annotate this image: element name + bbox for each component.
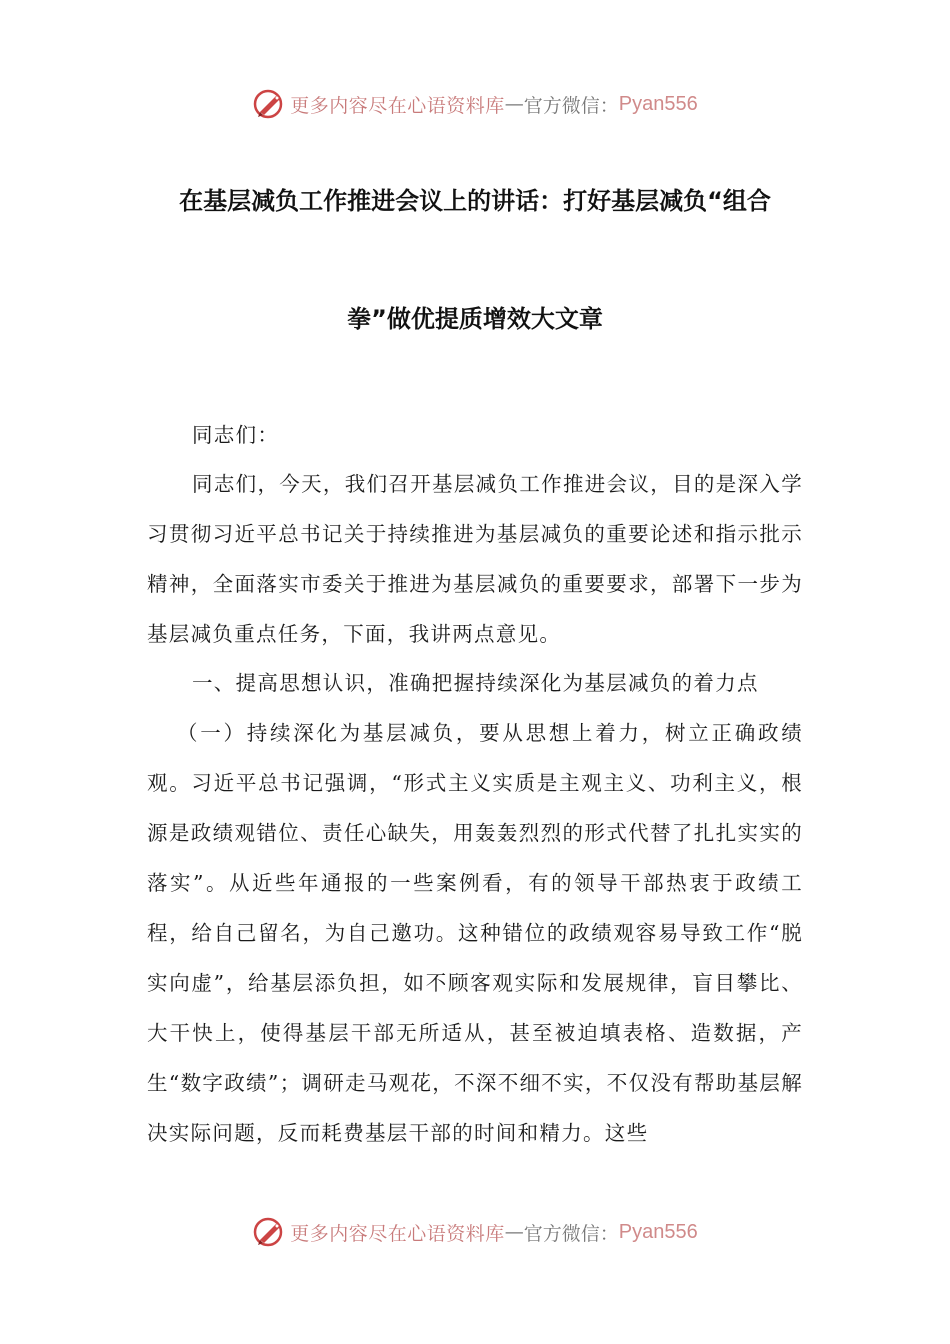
watermark-library-text: 更多内容尽在心语资料库 xyxy=(290,1222,505,1245)
watermark-dash: — xyxy=(504,1221,524,1243)
watermark-library-text: 更多内容尽在心语资料库 xyxy=(290,94,505,117)
watermark-wechat-label: 官方微信： xyxy=(523,94,619,117)
watermark-banner-bottom xyxy=(0,1212,950,1252)
pen-logo-icon xyxy=(252,1215,286,1249)
paragraph-section-1-1: （一）持续深化为基层减负，要从思想上着力，树立正确政绩观。习近平总书记强调，“形式主义实质是主观主义、功利主义，根源是政绩观错位、责任心缺失，用轰轰烈烈的形式代替了扎扎实实的落实”。从近些年通报的一些案例看，有的领导干部热衷于政绩工程，给自己留名，为自己邀功。这种错位的政绩观容易导致工作“脱实向虚”，给基层添负担，如不顾客观实际和发展规律，盲目攀比、大干快上，使得基层干部无所适从，甚至被迫填表格、造数据，产生“数字政绩”；调研走马观花，不深不细不实，不仅没有帮助基层解决实际问题，反而耗费基层干部的时间和精力。这些 xyxy=(147,721,803,1145)
document-title-line-2: 拳”做优提质增效大文章 xyxy=(347,305,603,333)
document-title-line-1: 在基层减负工作推进会议上的讲话：打好基层减负“组合 xyxy=(179,187,771,215)
watermark-banner-top xyxy=(0,84,950,124)
section-heading-1: 一、提高思想认识，准确把握持续深化为基层减负的着力点 xyxy=(192,671,759,695)
watermark-account: Pyan556 xyxy=(618,1220,698,1243)
watermark-wechat-label: 官方微信： xyxy=(523,1222,619,1245)
salutation: 同志们： xyxy=(192,423,280,447)
paragraph-intro: 同志们，今天，我们召开基层减负工作推进会议，目的是深入学习贯彻习近平总书记关于持续推进为基层减负的重要论述和指示批示精神，全面落实市委关于推进为基层减负的重要要求，部署下一步为基层减负重点任务，下面，我讲两点意见。 xyxy=(147,472,803,646)
watermark-content xyxy=(252,1215,698,1249)
watermark-dash: — xyxy=(504,93,524,115)
watermark-account: Pyan556 xyxy=(618,92,698,115)
watermark-content xyxy=(252,87,698,121)
pen-logo-icon xyxy=(252,87,286,121)
